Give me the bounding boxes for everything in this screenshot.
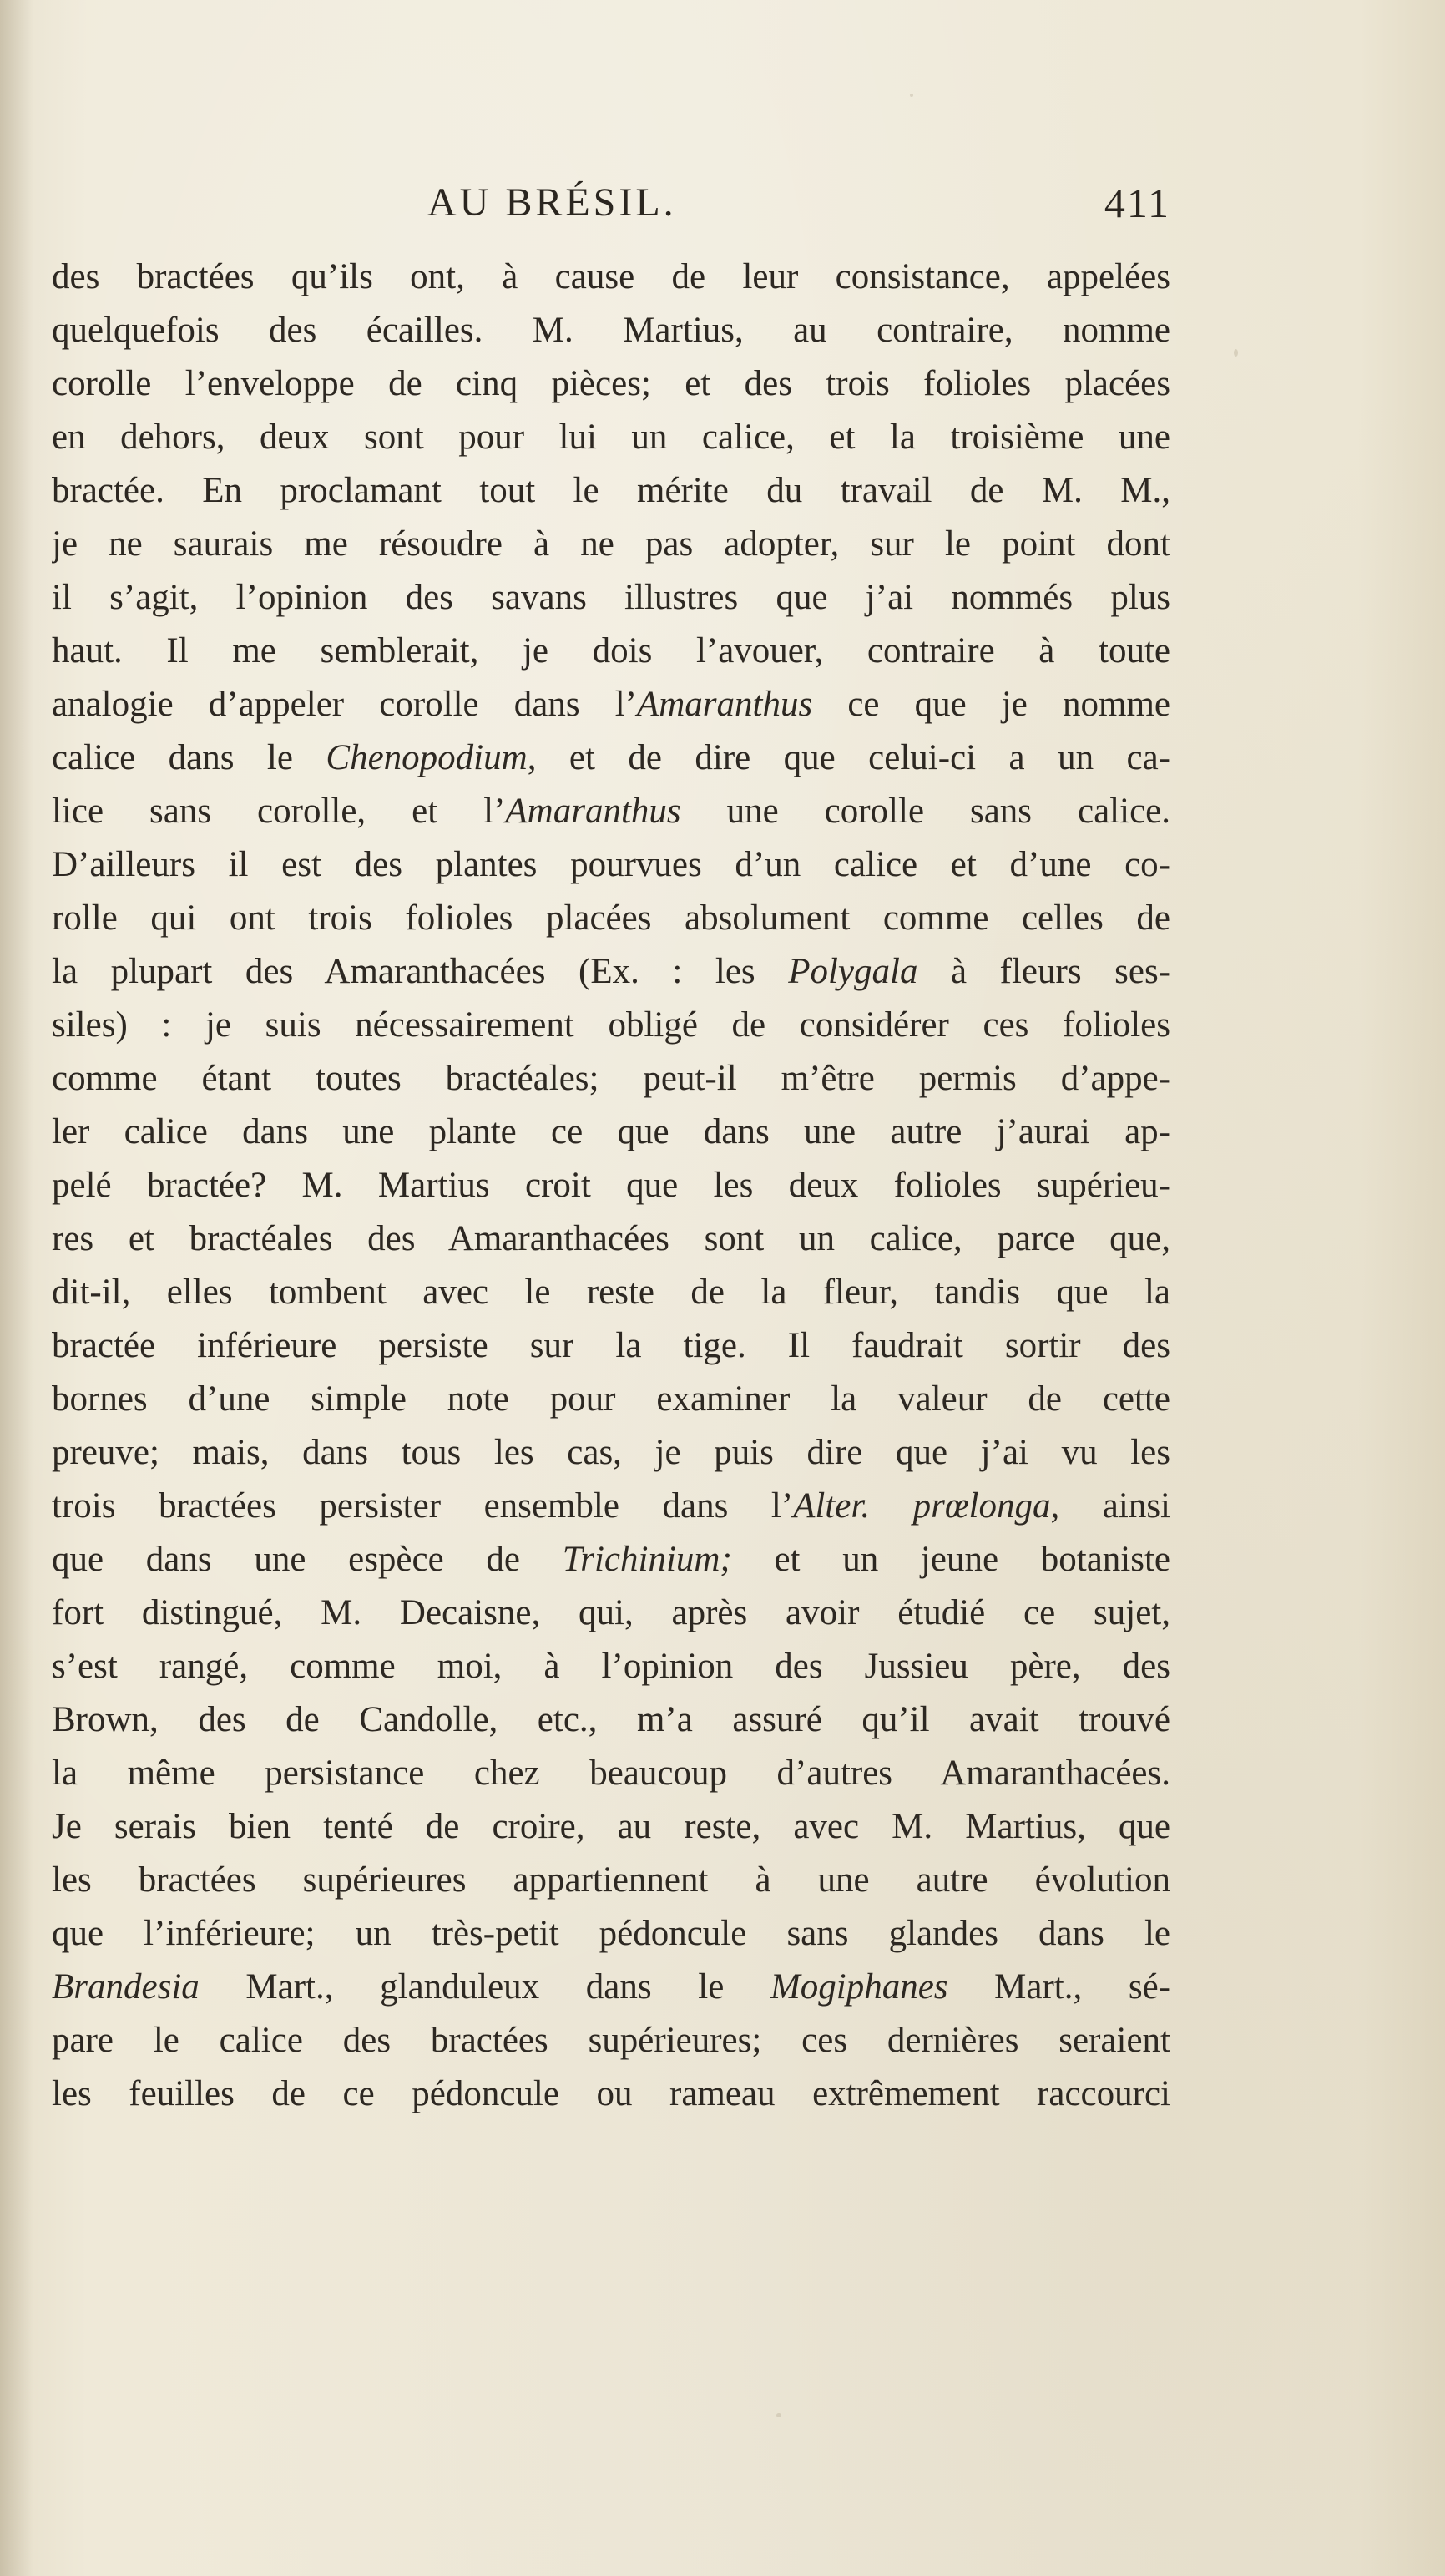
page-header	[52, 174, 1170, 232]
text-line	[52, 251, 1170, 304]
text-line	[52, 1373, 1170, 1426]
text-run: calice dans le	[52, 738, 326, 777]
text-run: bractée. En proclamant tout le mérite du travail de M. M.,	[52, 471, 1170, 510]
italic-term: Amaranthus	[505, 792, 681, 831]
text-line	[52, 838, 1170, 892]
text-line	[52, 2014, 1170, 2067]
text-run: D’ailleurs il est des plantes pourvues d’un calice et d’une co-	[52, 845, 1170, 884]
text-run: haut. Il me semblerait, je dois l’avouer, contraire à toute	[52, 631, 1170, 671]
text-line	[52, 1159, 1170, 1212]
text-line	[52, 625, 1170, 678]
italic-term: Brandesia	[52, 1967, 200, 2007]
italic-term: Alter. prœlonga	[793, 1486, 1051, 1526]
gutter-shadow	[0, 0, 33, 2576]
text-run: des bractées qu’ils ont, à cause de leur consistance, appelées	[52, 257, 1170, 296]
italic-term: Amaranthus	[636, 685, 813, 724]
text-run: lice sans corolle, et l’	[52, 792, 506, 831]
text-line	[52, 1212, 1170, 1266]
text-run: , ainsi	[1050, 1486, 1170, 1526]
text-run: les feuilles de ce pédoncule ou rameau extrêmement raccourci	[52, 2074, 1170, 2113]
text-line	[52, 1800, 1170, 1854]
text-line	[52, 1587, 1170, 1640]
text-line	[52, 678, 1170, 731]
italic-term: Chenopodium	[326, 738, 528, 777]
text-line	[52, 1854, 1170, 1907]
text-line	[52, 1693, 1170, 1747]
text-line	[52, 1426, 1170, 1480]
text-run: siles) : je suis nécessairement obligé de considérer ces folioles	[52, 1005, 1170, 1045]
text-run: rolle qui ont trois folioles placées absolument comme celles de	[52, 898, 1170, 938]
text-run: à fleurs ses-	[917, 952, 1170, 991]
text-run: preuve; mais, dans tous les cas, je puis dire que j’ai vu les	[52, 1433, 1170, 1472]
text-run: pelé bractée? M. Martius croit que les deux folioles supérieu-	[52, 1166, 1170, 1205]
text-run: bractée inférieure persiste sur la tige. Il faudrait sortir des	[52, 1326, 1170, 1365]
text-line	[52, 571, 1170, 625]
text-line	[52, 999, 1170, 1052]
text-line	[52, 1907, 1170, 1961]
text-line	[52, 785, 1170, 838]
paper-speck	[1234, 349, 1238, 357]
italic-term: Trichinium;	[562, 1540, 732, 1579]
text-line	[52, 411, 1170, 464]
page-number: 411	[1104, 180, 1170, 226]
text-run: que dans une espèce de	[52, 1540, 563, 1579]
text-run: trois bractées persister ensemble dans l’	[52, 1486, 794, 1526]
text-run: que l’inférieure; un très-petit pédoncule sans glandes dans le	[52, 1914, 1170, 1953]
text-line	[52, 731, 1170, 785]
text-run: quelquefois des écailles. M. Martius, au contraire, nomme	[52, 311, 1170, 350]
text-run: ler calice dans une plante ce que dans une autre j’aurai ap-	[52, 1112, 1170, 1151]
text-line	[52, 357, 1170, 411]
text-run: la plupart des Amaranthacées (Ex. : les	[52, 952, 789, 991]
text-line	[52, 1106, 1170, 1159]
text-line	[52, 892, 1170, 945]
text-line	[52, 1480, 1170, 1533]
text-run: les bractées supérieures appartiennent à une autre évolution	[52, 1860, 1170, 1900]
text-run: comme étant toutes bractéales; peut-il m’être permis d’appe-	[52, 1059, 1170, 1098]
text-run: ce que je nomme	[812, 685, 1170, 724]
text-run: pare le calice des bractées supérieures; ces dernières seraient	[52, 2021, 1170, 2060]
text-run: bornes d’une simple note pour examiner la valeur de cette	[52, 1379, 1170, 1419]
text-line	[52, 1533, 1170, 1587]
text-line	[52, 1319, 1170, 1373]
text-run: Brown, des de Candolle, etc., m’a assuré qu’il avait trouvé	[52, 1700, 1170, 1739]
text-run: fort distingué, M. Decaisne, qui, après avoir étudié ce sujet,	[52, 1593, 1170, 1632]
text-run: corolle l’enveloppe de cinq pièces; et des trois folioles placées	[52, 364, 1170, 403]
text-run: je ne saurais me résoudre à ne pas adopter, sur le point dont	[52, 524, 1170, 564]
text-line	[52, 518, 1170, 571]
italic-term: Mogiphanes	[770, 1967, 948, 2007]
text-run: la même persistance chez beaucoup d’autres Amaranthacées.	[52, 1754, 1170, 1793]
paper-speck	[910, 94, 913, 97]
text-run: res et bractéales des Amaranthacées sont un calice, parce que,	[52, 1219, 1170, 1258]
text-line	[52, 464, 1170, 518]
text-run: analogie d’appeler corolle dans l’	[52, 685, 637, 724]
text-line	[52, 1961, 1170, 2014]
text-run: et un jeune botaniste	[731, 1540, 1170, 1579]
text-run: Mart., glanduleux dans le	[199, 1967, 770, 2007]
text-line	[52, 2067, 1170, 2121]
running-head: AU BRÉSIL.	[427, 180, 677, 225]
text-line	[52, 1052, 1170, 1106]
text-run: il s’agit, l’opinion des savans illustres que j’ai nommés plus	[52, 578, 1170, 617]
body-text	[52, 251, 1170, 2121]
text-line	[52, 1640, 1170, 1693]
text-run: , et de dire que celui-ci a un ca-	[527, 738, 1170, 777]
text-run: en dehors, deux sont pour lui un calice, et la troisième une	[52, 418, 1170, 457]
text-run: s’est rangé, comme moi, à l’opinion des Jussieu père, des	[52, 1647, 1170, 1686]
text-run: une corolle sans calice.	[680, 792, 1170, 831]
italic-term: Polygala	[788, 952, 918, 991]
text-line	[52, 1266, 1170, 1319]
paper-speck	[776, 2413, 781, 2417]
text-line	[52, 945, 1170, 999]
text-run: Mart., sé-	[947, 1967, 1170, 2007]
text-line	[52, 304, 1170, 357]
text-run: dit-il, elles tombent avec le reste de la fleur, tandis que la	[52, 1273, 1170, 1312]
text-line	[52, 1747, 1170, 1800]
text-run: Je serais bien tenté de croire, au reste, avec M. Martius, que	[52, 1807, 1170, 1846]
